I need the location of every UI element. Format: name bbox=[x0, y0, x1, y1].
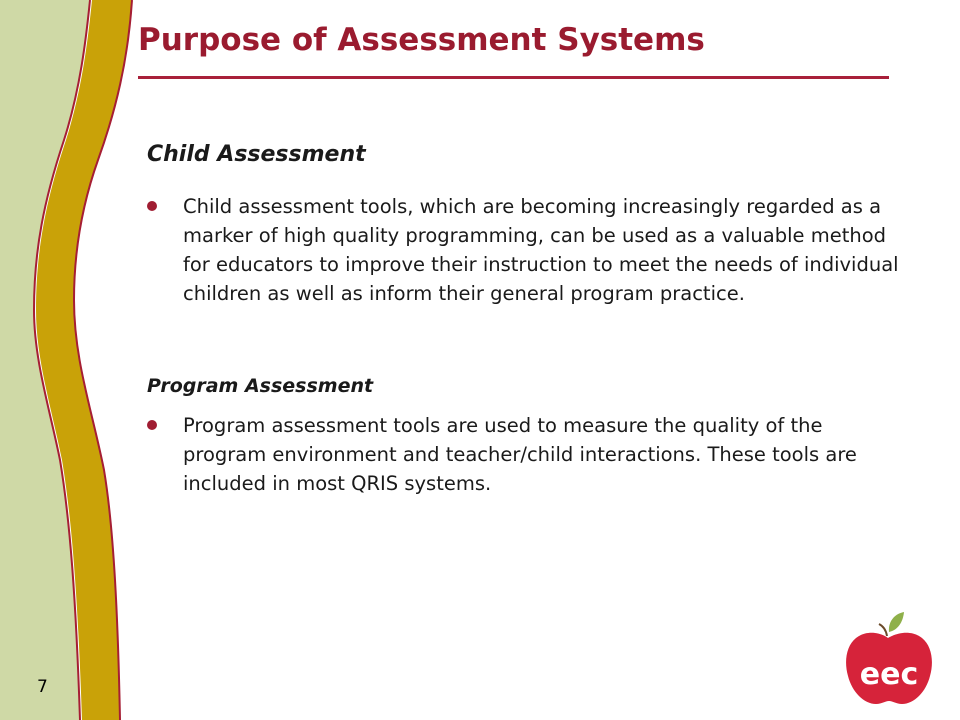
program-assessment-heading: Program Assessment bbox=[147, 375, 374, 397]
child-assessment-text: Child assessment tools, which are becoming increasingly regarded as a marker of high quality programming, can be used as a valuable method for educators to improve their instruction to meet the needs of individual children as well as inform their general program practice. bbox=[183, 195, 899, 305]
left-wave-decoration bbox=[0, 0, 160, 720]
logo-text: eec bbox=[859, 657, 919, 692]
program-assessment-text: Program assessment tools are used to measure the quality of the program environment and teacher/child interactions. These tools are included in most QRIS systems. bbox=[183, 414, 857, 495]
slide-title: Purpose of Assessment Systems bbox=[138, 22, 705, 58]
bullet-icon bbox=[147, 201, 157, 211]
apple-logo-icon bbox=[842, 610, 936, 706]
bullet-item bbox=[147, 192, 907, 308]
title-underline bbox=[138, 76, 889, 79]
bullet-icon bbox=[147, 420, 157, 430]
bullet-item bbox=[147, 411, 907, 498]
child-assessment-heading: Child Assessment bbox=[147, 142, 366, 167]
page-number: 7 bbox=[37, 677, 48, 697]
